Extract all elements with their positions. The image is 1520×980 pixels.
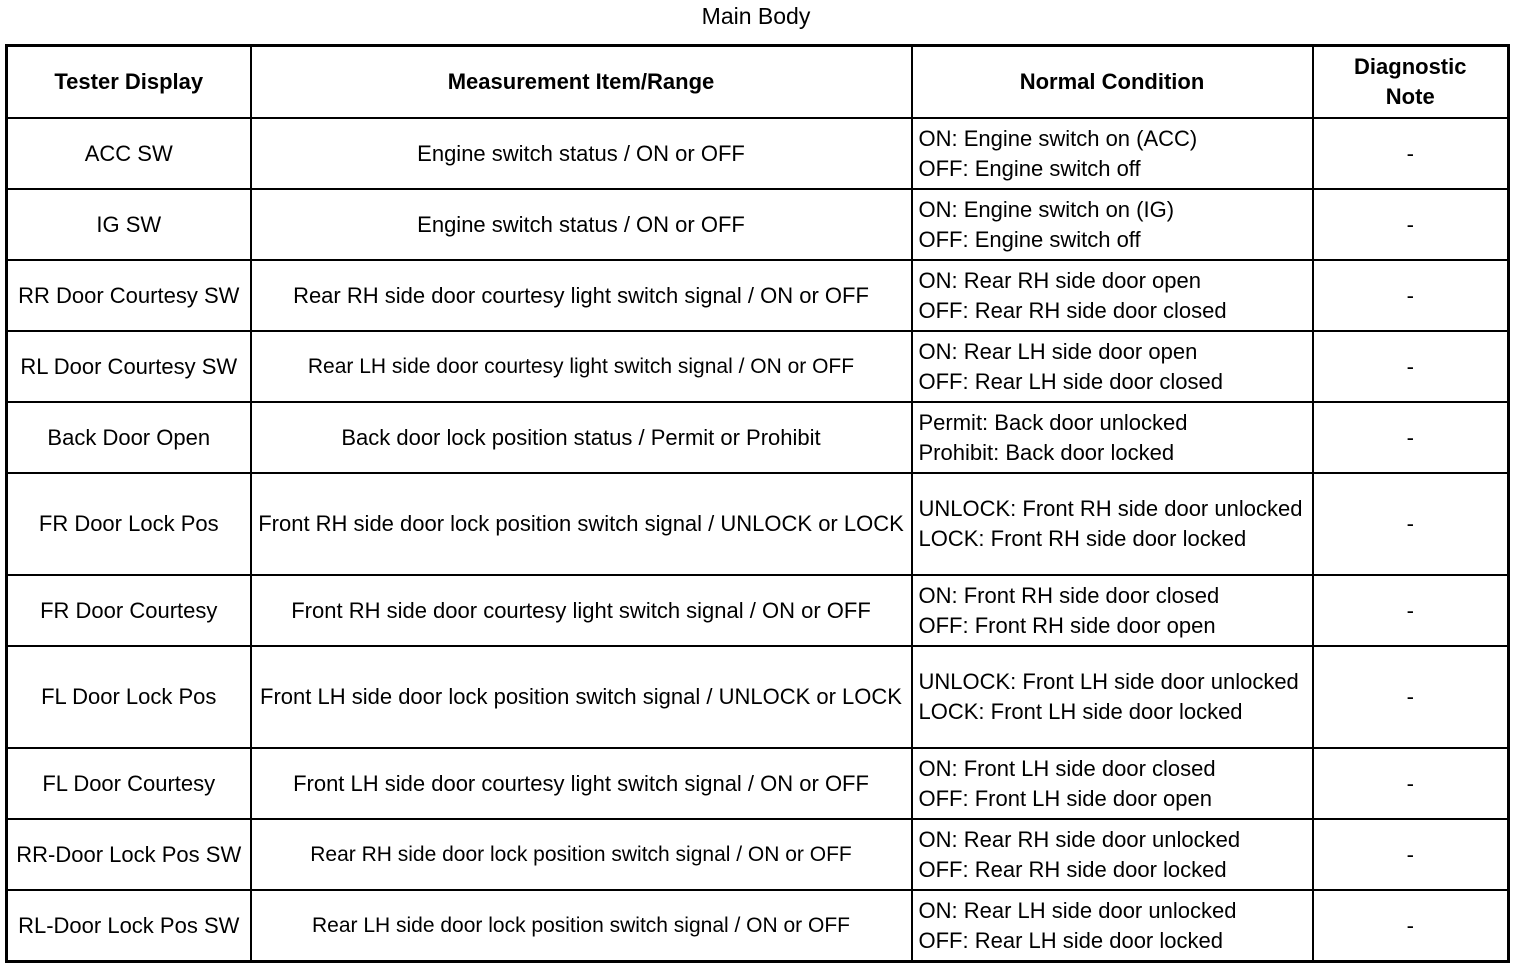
cell-measurement: Front RH side door courtesy light switch signal / ON or OFF (251, 575, 912, 646)
normal-line: OFF: Front LH side door open (918, 785, 1212, 811)
cell-tester-display: FL Door Courtesy (7, 748, 251, 819)
table-row (7, 118, 1509, 189)
normal-line: UNLOCK: Front RH side door unlocked (918, 496, 1303, 521)
cell-tester-display: RL-Door Lock Pos SW (7, 890, 251, 962)
normal-line: OFF: Engine switch off (918, 155, 1141, 181)
normal-line: ON: Rear LH side door open (918, 338, 1198, 364)
cell-normal-condition (912, 189, 1313, 260)
normal-line: LOCK: Front RH side door locked (918, 526, 1247, 551)
table-row (7, 260, 1509, 331)
cell-measurement: Front LH side door courtesy light switch signal / ON or OFF (251, 748, 912, 819)
table-caption: Main Body (701, 3, 811, 29)
normal-line: OFF: Rear LH side door closed (918, 368, 1223, 394)
normal-line: Prohibit: Back door locked (918, 439, 1175, 465)
cell-normal-condition (912, 748, 1313, 819)
cell-measurement: Rear LH side door lock position switch signal / ON or OFF (251, 890, 912, 962)
cell-normal-condition (912, 260, 1313, 331)
table-row (7, 189, 1509, 260)
normal-line: UNLOCK: Front LH side door unlocked (918, 669, 1299, 694)
table-row (7, 575, 1509, 646)
cell-diagnostic-note: - (1313, 260, 1509, 331)
header-tester-display: Tester Display (7, 46, 251, 119)
table-row (7, 646, 1509, 748)
cell-diagnostic-note: - (1313, 748, 1509, 819)
cell-normal-condition (912, 331, 1313, 402)
normal-line: ON: Rear RH side door open (918, 267, 1201, 293)
cell-normal-condition (912, 646, 1313, 748)
normal-line: ON: Rear LH side door unlocked (918, 897, 1237, 923)
cell-normal-condition (912, 575, 1313, 646)
data-table (5, 44, 1510, 963)
cell-tester-display: RR-Door Lock Pos SW (7, 819, 251, 890)
cell-normal-condition (912, 402, 1313, 473)
normal-line: OFF: Rear RH side door closed (918, 297, 1227, 323)
header-normal-condition: Normal Condition (912, 46, 1313, 119)
cell-measurement: Front RH side door lock position switch signal / UNLOCK or LOCK (251, 473, 912, 575)
cell-tester-display: RR Door Courtesy SW (7, 260, 251, 331)
normal-line: ON: Rear RH side door unlocked (918, 826, 1241, 852)
normal-line: OFF: Rear LH side door locked (918, 927, 1223, 953)
cell-measurement: Rear RH side door lock position switch signal / ON or OFF (251, 819, 912, 890)
cell-diagnostic-note: - (1313, 575, 1509, 646)
normal-line: OFF: Engine switch off (918, 226, 1141, 252)
cell-tester-display: IG SW (7, 189, 251, 260)
normal-line: ON: Engine switch on (IG) (918, 196, 1175, 222)
cell-normal-condition (912, 819, 1313, 890)
cell-tester-display: Back Door Open (7, 402, 251, 473)
cell-diagnostic-note: - (1313, 189, 1509, 260)
table-row (7, 402, 1509, 473)
cell-diagnostic-note: - (1313, 402, 1509, 473)
table-row (7, 748, 1509, 819)
cell-measurement: Engine switch status / ON or OFF (251, 118, 912, 189)
cell-diagnostic-note: - (1313, 118, 1509, 189)
normal-line: ON: Front RH side door closed (918, 582, 1220, 608)
cell-measurement: Front LH side door lock position switch signal / UNLOCK or LOCK (251, 646, 912, 748)
cell-measurement: Engine switch status / ON or OFF (251, 189, 912, 260)
cell-diagnostic-note: - (1313, 646, 1509, 748)
cell-measurement: Rear LH side door courtesy light switch signal / ON or OFF (251, 331, 912, 402)
header-diagnostic-note: Diagnostic Note (1313, 46, 1509, 119)
table-row (7, 890, 1509, 962)
table-row (7, 819, 1509, 890)
cell-normal-condition (912, 890, 1313, 962)
cell-measurement: Back door lock position status / Permit or Prohibit (251, 402, 912, 473)
cell-tester-display: FR Door Lock Pos (7, 473, 251, 575)
cell-diagnostic-note: - (1313, 331, 1509, 402)
cell-measurement: Rear RH side door courtesy light switch signal / ON or OFF (251, 260, 912, 331)
normal-line: Permit: Back door unlocked (918, 409, 1188, 435)
normal-line: OFF: Rear RH side door locked (918, 856, 1227, 882)
cell-normal-condition (912, 473, 1313, 575)
table-row (7, 331, 1509, 402)
cell-normal-condition (912, 118, 1313, 189)
cell-tester-display: FL Door Lock Pos (7, 646, 251, 748)
cell-diagnostic-note: - (1313, 473, 1509, 575)
cell-diagnostic-note: - (1313, 819, 1509, 890)
header-row (7, 46, 1509, 119)
normal-line: ON: Engine switch on (ACC) (918, 125, 1198, 151)
header-measurement: Measurement Item/Range (251, 46, 912, 119)
data-table-wrapper (5, 44, 1510, 963)
cell-tester-display: RL Door Courtesy SW (7, 331, 251, 402)
cell-tester-display: ACC SW (7, 118, 251, 189)
normal-line: LOCK: Front LH side door locked (918, 699, 1243, 724)
cell-tester-display: FR Door Courtesy (7, 575, 251, 646)
normal-line: ON: Front LH side door closed (918, 755, 1216, 781)
cell-diagnostic-note: - (1313, 890, 1509, 962)
normal-line: OFF: Front RH side door open (918, 612, 1216, 638)
table-row (7, 473, 1509, 575)
